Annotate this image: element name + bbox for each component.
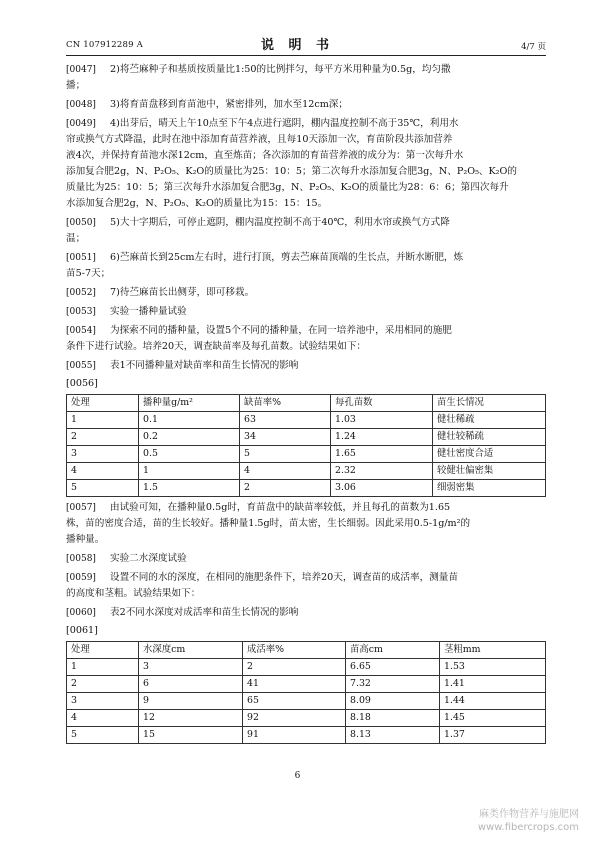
table-cell: 1.41 — [440, 676, 546, 693]
paragraph-number: [0055] — [66, 361, 96, 371]
paragraph — [66, 285, 546, 301]
table-row — [67, 463, 546, 480]
paragraph — [66, 570, 546, 602]
page-number: 6 — [294, 771, 301, 781]
paragraph-group-1 — [66, 62, 546, 374]
table-cell: 1.65 — [331, 446, 433, 463]
table-header-row — [67, 642, 546, 659]
table-cell: 较健壮偏密集 — [433, 463, 546, 480]
column-header: 茎粗mm — [440, 642, 546, 659]
table-cell: 健壮密度合适 — [433, 446, 546, 463]
document-body — [66, 62, 546, 747]
table-cell: 2 — [240, 480, 331, 497]
paragraph-line — [66, 304, 546, 320]
document-title: 说 明 书 — [261, 38, 335, 53]
paragraph-text: 由试验可知，在播种量0.5g时，育苗盘中的缺苗率较低，并且每孔的苗数为1.65 — [110, 502, 451, 513]
table-cell: 6.65 — [346, 659, 440, 676]
patent-number: CN 107912289 A — [66, 40, 143, 50]
paragraph-text: 表2不同水深度对成活率和苗生长情况的影响 — [110, 607, 299, 618]
table-row — [67, 446, 546, 463]
table-cell: 5 — [240, 446, 331, 463]
header-rule — [66, 55, 546, 56]
table-cell: 4 — [240, 463, 331, 480]
table-row — [67, 710, 546, 727]
paragraph-text: 为探索不同的播种量，设置5个不同的播种量，在同一培养池中，采用相同的施肥 — [110, 325, 452, 336]
column-header: 苗生长情况 — [433, 395, 546, 412]
paragraph-line — [66, 500, 546, 516]
paragraph — [66, 358, 546, 374]
table-cell: 1.03 — [331, 412, 433, 429]
table-cell: 6 — [139, 676, 243, 693]
paragraph — [66, 323, 546, 355]
paragraph-text: 5)大十字期后，可停止遮阴，棚内温度控制不高于40℃，利用水帘或换气方式降 — [110, 217, 450, 228]
table-cell: 3 — [67, 446, 139, 463]
table-row — [67, 693, 546, 710]
paragraph-number: [0059] — [66, 573, 96, 583]
table-cell: 5 — [67, 480, 139, 497]
table-cell: 63 — [240, 412, 331, 429]
paragraph-line — [66, 97, 546, 113]
paragraph-line: 添加复合肥2g，N、P₂O₅、K₂O的质量比为25：10：5；第二次每升水添加复合肥3g，N、P₂O₅、K₂O的 — [66, 166, 517, 177]
watermark-url: www.fibercrops.com — [477, 822, 579, 833]
table-cell: 1.24 — [331, 429, 433, 446]
paragraph-text: 2)将苎麻种子和基质按质量比1:50的比例拌匀，每平方米用种量为0.5g，均匀撒 — [110, 64, 451, 75]
table-cell: 1.44 — [440, 693, 546, 710]
paragraph-line: 播； — [66, 80, 86, 91]
paragraph-line: 苗5-7天； — [66, 268, 111, 279]
paragraph-line: 的高度和茎粗。试验结果如下： — [66, 588, 201, 599]
paragraph-number: [0051] — [66, 253, 96, 263]
table-cell: 0.1 — [139, 412, 240, 429]
paragraph-line — [66, 62, 546, 78]
table-row — [67, 659, 546, 676]
paragraph — [66, 551, 546, 567]
watermark-title: 麻类作物营养与施肥网 — [479, 809, 579, 820]
paragraph-line: 条件下进行试验。培养20天，调查缺苗率及每孔苗数。试验结果如下： — [66, 341, 367, 352]
table2-tag: [0061] — [66, 625, 98, 636]
table-cell: 41 — [243, 676, 346, 693]
column-header: 播种量g/m² — [139, 395, 240, 412]
page-indicator: 4/7 页 — [521, 42, 546, 52]
table-cell: 1.53 — [440, 659, 546, 676]
table-cell: 34 — [240, 429, 331, 446]
paragraph — [66, 62, 546, 94]
paragraph-number: [0052] — [66, 288, 96, 298]
paragraph-line: 帘或换气方式降温，此时在池中添加育苗营养液，且每10天添加一次，育苗阶段共添加营养 — [66, 134, 453, 145]
column-header: 缺苗率% — [240, 395, 331, 412]
paragraph-number: [0049] — [66, 119, 96, 129]
table-cell: 9 — [139, 693, 243, 710]
table-cell: 1.5 — [139, 480, 240, 497]
table-cell: 8.09 — [346, 693, 440, 710]
column-header: 每孔苗数 — [331, 395, 433, 412]
table-cell: 健壮较稀疏 — [433, 429, 546, 446]
paragraph-text: 实验二水深度试验 — [110, 553, 187, 564]
paragraph-text: 3)将育苗盘移到育苗池中，紧密排列，加水至12cm深； — [110, 99, 348, 110]
paragraph-line — [66, 116, 546, 132]
paragraph-text: 设置不同的水的深度，在相同的施肥条件下，培养20天，调查苗的成活率，测量苗 — [110, 572, 458, 583]
table-cell: 65 — [243, 693, 346, 710]
paragraph-group-2 — [66, 500, 546, 621]
column-header: 成活率% — [243, 642, 346, 659]
table-cell: 2 — [67, 676, 139, 693]
water-depth-table — [66, 641, 546, 744]
paragraph — [66, 500, 546, 548]
paragraph-number: [0050] — [66, 218, 96, 228]
column-header: 处理 — [67, 395, 139, 412]
paragraph-line: 播种量。 — [66, 534, 105, 545]
table-cell: 7.32 — [346, 676, 440, 693]
table-cell: 3 — [67, 693, 139, 710]
table-cell: 8.13 — [346, 727, 440, 744]
table-cell: 1 — [67, 659, 139, 676]
paragraph — [66, 605, 546, 621]
paragraph-line — [66, 358, 546, 374]
paragraph — [66, 116, 546, 212]
table-cell: 2 — [243, 659, 346, 676]
table-cell: 15 — [139, 727, 243, 744]
table-row — [67, 727, 546, 744]
paragraph-number: [0057] — [66, 503, 96, 513]
table-row — [67, 412, 546, 429]
paragraph-number: [0047] — [66, 65, 96, 75]
paragraph-line: 质量比为25：10：5；第三次每升水添加复合肥3g，N、P₂O₅、K₂O的质量比为28：6：6；第四次每升 — [66, 182, 509, 193]
table-cell: 1 — [67, 412, 139, 429]
table-cell: 2.32 — [331, 463, 433, 480]
table-cell: 92 — [243, 710, 346, 727]
paragraph-line — [66, 570, 546, 586]
paragraph — [66, 250, 546, 282]
table-cell: 12 — [139, 710, 243, 727]
paragraph-line — [66, 551, 546, 567]
site-watermark — [478, 808, 579, 834]
paragraph-line — [66, 215, 546, 231]
table-cell: 91 — [243, 727, 346, 744]
column-header: 处理 — [67, 642, 139, 659]
table-cell: 2 — [67, 429, 139, 446]
paragraph-number: [0058] — [66, 554, 96, 564]
paragraph — [66, 215, 546, 247]
paragraph-line: 水添加复合肥2g，N、P₂O₅、K₂O的质量比为15：15：15。 — [66, 198, 328, 209]
paragraph-text: 4)出芽后，晴天上午10点至下午4点进行遮阴，棚内温度控制不高于35℃，利用水 — [110, 118, 459, 129]
paragraph-text: 表1不同播种量对缺苗率和苗生长情况的影响 — [110, 360, 299, 371]
table-header-row — [67, 395, 546, 412]
table-row — [67, 429, 546, 446]
paragraph-line — [66, 605, 546, 621]
table-row — [67, 676, 546, 693]
paragraph-text: 7)待苎麻苗长出侧芽，即可移栽。 — [110, 287, 255, 298]
paragraph — [66, 304, 546, 320]
paragraph-number: [0054] — [66, 326, 96, 336]
table-cell: 4 — [67, 463, 139, 480]
paragraph-number: [0053] — [66, 307, 96, 317]
paragraph-line: 液4次，并保持育苗池水深12cm，直至炼苗；各次添加的育苗营养液的成分为：第一次每升水 — [66, 150, 464, 161]
paragraph-number: [0048] — [66, 100, 96, 110]
paragraph-number: [0060] — [66, 608, 96, 618]
table-cell: 健壮稀疏 — [433, 412, 546, 429]
table-cell: 0.2 — [139, 429, 240, 446]
paragraph — [66, 97, 546, 113]
paragraph-text: 6)苎麻苗长到25cm左右时，进行打顶，剪去苎麻苗顶端的生长点，并断水断肥，炼 — [110, 252, 464, 263]
paragraph-line: 株，苗的密度合适，苗的生长较好。播种量1.5g时，苗太密，生长细弱。因此采用0.5-1g/m²的 — [66, 518, 471, 529]
table-cell: 4 — [67, 710, 139, 727]
paragraph-line — [66, 323, 546, 339]
page-header — [66, 34, 546, 54]
table1-tag: [0056] — [66, 378, 98, 389]
table-cell: 细弱密集 — [433, 480, 546, 497]
table-cell: 3 — [139, 659, 243, 676]
column-header: 水深度cm — [139, 642, 243, 659]
table-cell: 5 — [67, 727, 139, 744]
table-cell: 3.06 — [331, 480, 433, 497]
paragraph-line — [66, 250, 546, 266]
table-cell: 1 — [139, 463, 240, 480]
table-cell: 1.37 — [440, 727, 546, 744]
table-cell: 8.18 — [346, 710, 440, 727]
table-cell: 0.5 — [139, 446, 240, 463]
paragraph-line — [66, 285, 546, 301]
paragraph-text: 实验一播种量试验 — [110, 306, 187, 317]
table-row — [67, 480, 546, 497]
paragraph-line: 温； — [66, 233, 86, 244]
column-header: 苗高cm — [346, 642, 440, 659]
seeding-rate-table — [66, 394, 546, 497]
table-cell: 1.45 — [440, 710, 546, 727]
